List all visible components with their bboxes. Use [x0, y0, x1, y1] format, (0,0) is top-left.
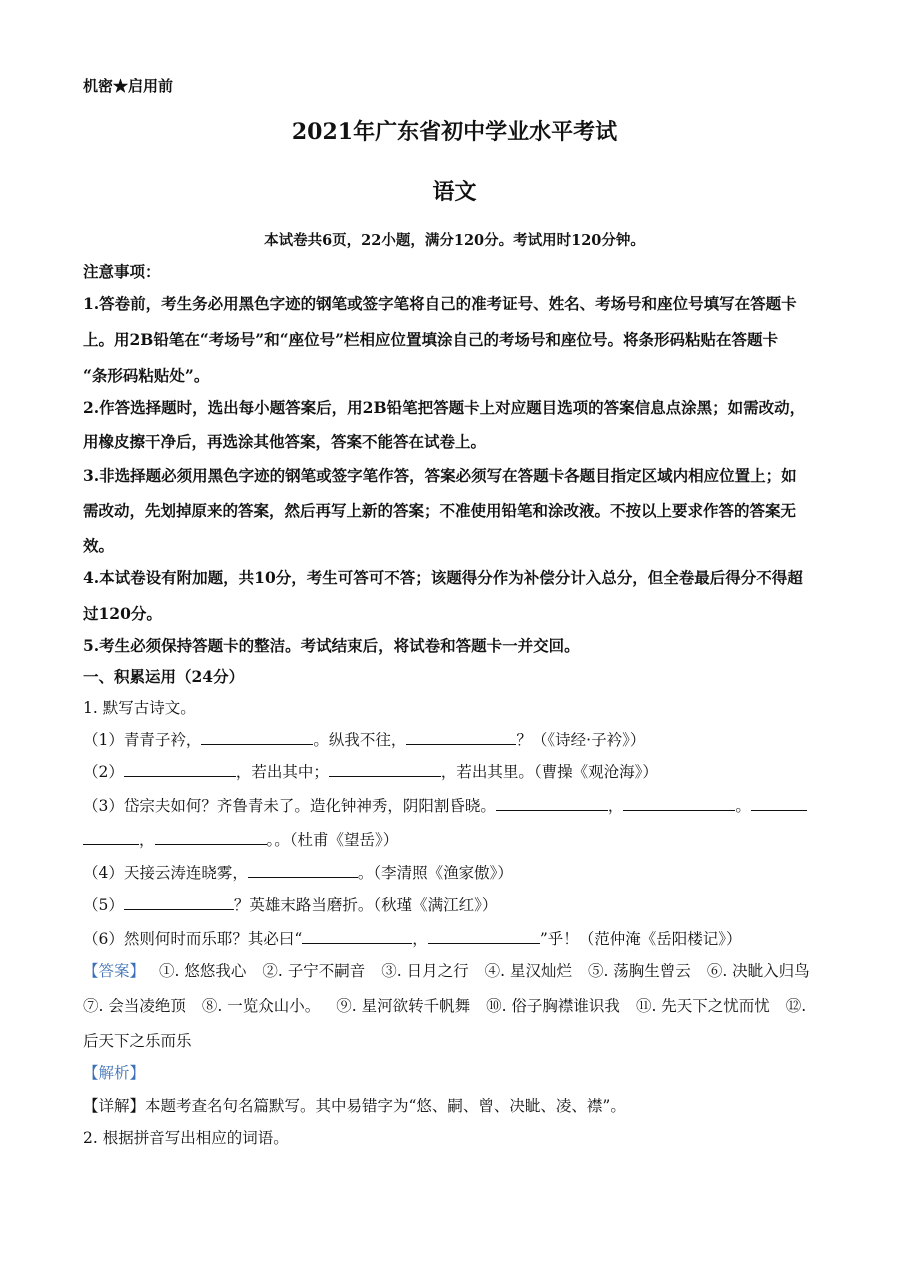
poem-text: （2）	[83, 763, 124, 781]
answer-blank	[248, 862, 358, 878]
answer-line-1	[83, 961, 810, 981]
poem-line-4	[83, 862, 513, 883]
poem-text: 。	[735, 797, 751, 815]
note-1-line-2: 上。用2B铅笔在“考场号”和“座位号”栏相应位置填涂自己的考场号和座位号。将条形码粘贴在答题卡	[83, 330, 779, 349]
poem-text: ，	[412, 930, 428, 948]
answer-line-2	[83, 996, 806, 1016]
answer-blank	[496, 795, 608, 811]
answer-item: ①. 悠悠我心	[159, 962, 247, 980]
analysis-label: 【解析】	[83, 1064, 146, 1082]
poem-text: ”乎！（范仲淹《岳阳楼记》）	[539, 930, 742, 948]
answer-blank	[124, 761, 236, 777]
poem-text: ，若出其里。（曹操《观沧海》）	[440, 763, 658, 781]
answer-item: ⑪. 先天下之忧而忧	[635, 997, 770, 1015]
poem-line-1	[83, 729, 645, 750]
answer-blank	[428, 928, 540, 944]
poem-line-3	[83, 795, 807, 816]
note-4-line-2: 过120分。	[83, 604, 162, 623]
answer-item: ③. 日月之行	[381, 962, 469, 980]
answer-blank	[201, 729, 313, 745]
poem-text: （1）青青子衿，	[83, 731, 202, 749]
answer-line-3: 后天下之乐而乐	[83, 1032, 192, 1050]
poem-text: ？（《诗经·子衿》）	[516, 731, 646, 749]
answer-item: ⑩. 俗子胸襟谁识我	[486, 997, 620, 1015]
answer-blank	[124, 894, 234, 910]
note-3-line-3: 效。	[83, 536, 115, 555]
answer-item: ⑤. 荡胸生曾云	[587, 962, 691, 980]
question-1: 1. 默写古诗文。	[83, 699, 196, 717]
poem-text: （5）	[83, 896, 124, 914]
poem-line-3-cont	[83, 829, 398, 850]
poem-text: ，	[139, 831, 155, 849]
poem-text: 。纵我不往，	[313, 731, 407, 749]
poem-line-6	[83, 928, 742, 949]
detail-text: 【详解】本题考查名句名篇默写。其中易错字为“悠、嗣、曾、决眦、凌、襟”。	[83, 1097, 626, 1115]
note-2-line-2: 用橡皮擦干净后，再选涂其他答案，答案不能答在试卷上。	[83, 432, 487, 451]
note-5: 5.考生必须保持答题卡的整洁。考试结束后，将试卷和答题卡一并交回。	[83, 636, 580, 655]
section-heading: 一、积累运用（24分）	[83, 667, 245, 686]
answer-blank	[623, 795, 735, 811]
answer-item: ⑧. 一览众山小。	[201, 997, 321, 1015]
answer-item: ④. 星汉灿烂	[484, 962, 572, 980]
note-3-line-2: 需改动，先划掉原来的答案，然后再写上新的答案；不准使用铅笔和涂改液。不按以上要求作答的答案无	[83, 501, 797, 520]
poem-line-2	[83, 761, 658, 782]
answer-item: ⑨. 星河欲转千帆舞	[336, 997, 471, 1015]
note-3-line-1: 3.非选择题必须用黑色字迹的钢笔或签字笔作答，答案必须写在答题卡各题目指定区域内相应位置上；如	[83, 466, 797, 485]
note-4-line-1: 4.本试卷设有附加题，共10分，考生可答可不答；该题得分作为补偿分计入总分，但全卷最后得分不得超	[83, 568, 803, 587]
poem-text: ，	[607, 797, 624, 815]
answer-item: ⑥. 决眦入归鸟	[706, 962, 810, 980]
subject-title: 语文	[432, 179, 477, 205]
poem-text: （6）然则何时而乐耶？其必曰“	[83, 930, 303, 948]
answer-item: ②. 子宁不嗣音	[262, 962, 366, 980]
answer-blank	[83, 829, 139, 845]
question-2: 2. 根据拼音写出相应的词语。	[83, 1129, 289, 1147]
answer-blank	[751, 795, 807, 811]
poem-line-5	[83, 894, 497, 915]
poem-text: （3）岱宗夫如何？齐鲁青未了。造化钟神秀，阴阳割昏晓。	[83, 797, 496, 815]
poem-text: ？英雄末路当磨折。（秋瑾《满江红》）	[233, 896, 498, 914]
poem-text: 。（李清照《渔家傲》）	[357, 864, 513, 882]
exam-info: 本试卷共6页，22小题，满分120分。考试用时120分钟。	[264, 232, 645, 249]
answer-item: ⑦. 会当凌绝顶	[83, 997, 186, 1015]
poem-text: 。。（杜甫《望岳》）	[266, 831, 399, 849]
answer-blank	[302, 928, 412, 944]
answer-blank	[155, 829, 267, 845]
answer-blank	[329, 761, 441, 777]
note-1-line-1: 1.答卷前，考生务必用黑色字迹的钢笔或签字笔将自己的准考证号、姓名、考场号和座位号填写在答题卡	[83, 294, 797, 313]
note-2-line-1: 2.作答选择题时，选出每小题答案后，用2B铅笔把答题卡上对应题目选项的答案信息点涂黑；如需改动，	[83, 398, 806, 417]
poem-text: ，若出其中；	[235, 763, 329, 781]
note-1-line-3: “条形码粘贴处”。	[83, 366, 210, 385]
answer-item: ⑫.	[785, 997, 807, 1015]
notes-heading: 注意事项：	[83, 262, 161, 281]
poem-text: （4）天接云涛连晓雾，	[83, 864, 248, 882]
answer-label: 【答案】	[83, 962, 146, 980]
confidential-label: 机密★启用前	[83, 77, 174, 95]
exam-title: 2021年广东省初中学业水平考试	[291, 119, 618, 145]
answer-blank	[406, 729, 516, 745]
